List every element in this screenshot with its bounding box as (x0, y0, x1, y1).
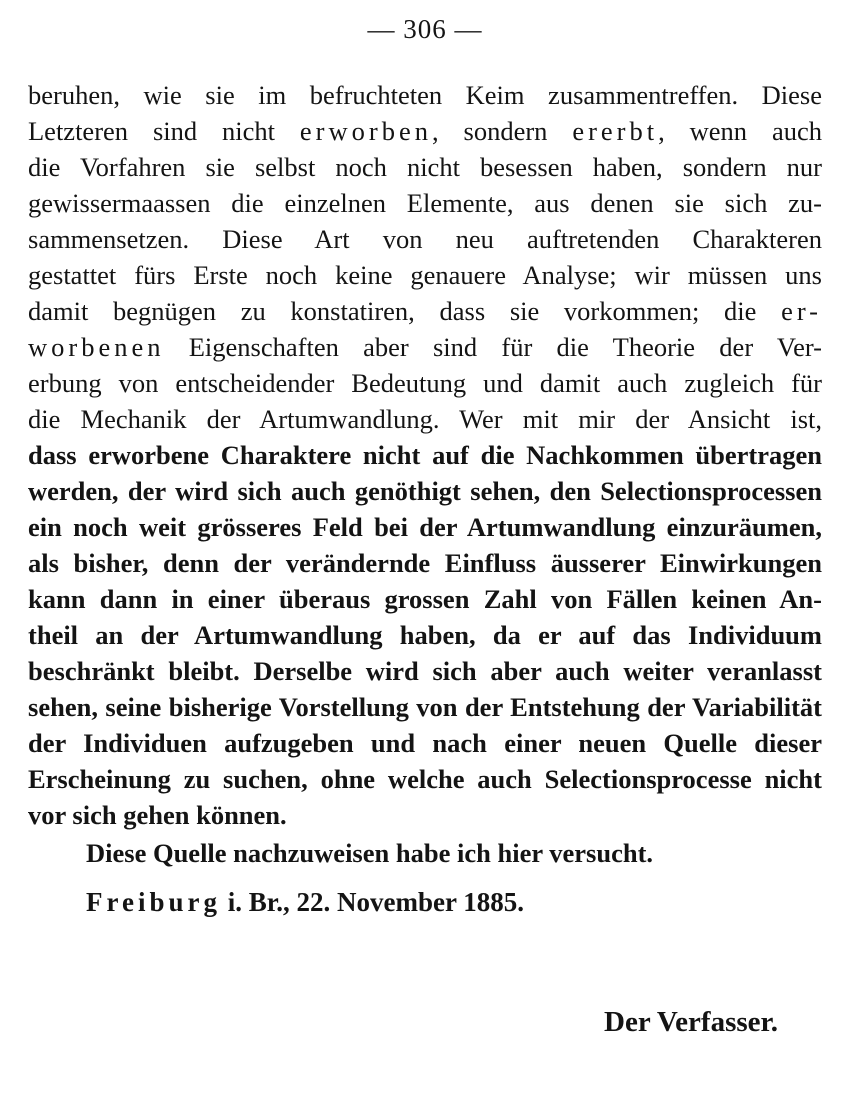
text-segment: der Individuen aufzugeben und nach einer neuen Quelle dieser (28, 728, 822, 758)
text-line (28, 509, 822, 545)
spaced-emphasis: er- (781, 296, 822, 326)
text-line (28, 77, 822, 113)
text-segment: als bisher, denn der verändernde Einfluss äusserer Einwirkungen (28, 548, 822, 578)
spaced-emphasis: erworben (299, 116, 432, 146)
text-line (28, 149, 822, 185)
text-segment: gewissermaassen die einzelnen Elemente, aus denen sie sich zu- (28, 188, 822, 218)
text-segment: gestattet fürs Erste noch keine genauere Analyse; wir müssen uns (28, 260, 822, 290)
text-line (28, 401, 822, 437)
text-segment: erbung von entscheidender Bedeutung und damit auch zugleich für (28, 368, 822, 398)
text-line (28, 329, 822, 365)
text-segment: sehen, seine bisherige Vorstellung von der Entstehung der Variabilität (28, 692, 822, 722)
text-segment: , sondern (431, 116, 573, 146)
text-segment: die Vorfahren sie selbst noch nicht besessen haben, sondern nur (28, 152, 822, 182)
text-line (28, 257, 822, 293)
text-line (28, 473, 822, 509)
text-segment: Eigenschaften aber sind für die Theorie der Ver- (164, 332, 822, 362)
text-line (28, 689, 822, 725)
text-segment: vor sich gehen können. (28, 800, 287, 830)
text-line (28, 113, 822, 149)
text-line (28, 545, 822, 581)
text-line (28, 617, 822, 653)
date-text: i. Br., 22. November 1885. (221, 887, 524, 917)
closing-sentence: Diese Quelle nachzuweisen habe ich hier versucht. (86, 838, 654, 868)
text-line (28, 725, 822, 761)
text-segment: sammensetzen. Diese Art von neu auftretenden Charakteren (28, 224, 822, 254)
text-line (28, 221, 822, 257)
text-segment: theil an der Artumwandlung haben, da er auf das Individuum (28, 620, 822, 650)
place-name: Freiburg (86, 887, 221, 917)
text-line (28, 797, 822, 833)
text-segment: beruhen, wie sie im befruchteten Keim zusammentreffen. Diese (28, 80, 822, 110)
text-segment: dass erworbene Charaktere nicht auf die Nachkommen übertragen (28, 440, 822, 470)
text-segment: damit begnügen zu konstatiren, dass sie vorkommen; die (28, 296, 782, 326)
text-segment: ein noch weit grösseres Feld bei der Artumwandlung einzuräumen, (28, 512, 822, 542)
text-line (28, 761, 822, 797)
text-segment: die Mechanik der Artumwandlung. Wer mit mir der Ansicht ist, (28, 404, 822, 434)
text-segment: , wenn auch (658, 116, 822, 146)
text-line (28, 293, 822, 329)
body-paragraph (28, 77, 822, 833)
page-number: — 306 — (367, 14, 483, 44)
text-line (28, 185, 822, 221)
spaced-emphasis: worbenen (28, 332, 165, 362)
text-segment: kann dann in einer überaus grossen Zahl von Fällen keinen An- (28, 584, 822, 614)
place-date-line (86, 884, 524, 920)
text-line (28, 581, 822, 617)
spaced-emphasis: ererbt (572, 116, 659, 146)
text-segment: werden, der wird sich auch genöthigt sehen, den Selectionsprocessen (28, 476, 822, 506)
text-segment: beschränkt bleibt. Derselbe wird sich aber auch weiter veranlasst (28, 656, 822, 686)
text-segment: Erscheinung zu suchen, ohne welche auch Selectionsprocesse nicht (28, 764, 822, 794)
signature: Der Verfasser. (604, 1006, 778, 1038)
text-line (28, 437, 822, 473)
text-line (28, 653, 822, 689)
text-line (28, 365, 822, 401)
text-segment: Letzteren sind nicht (28, 116, 300, 146)
